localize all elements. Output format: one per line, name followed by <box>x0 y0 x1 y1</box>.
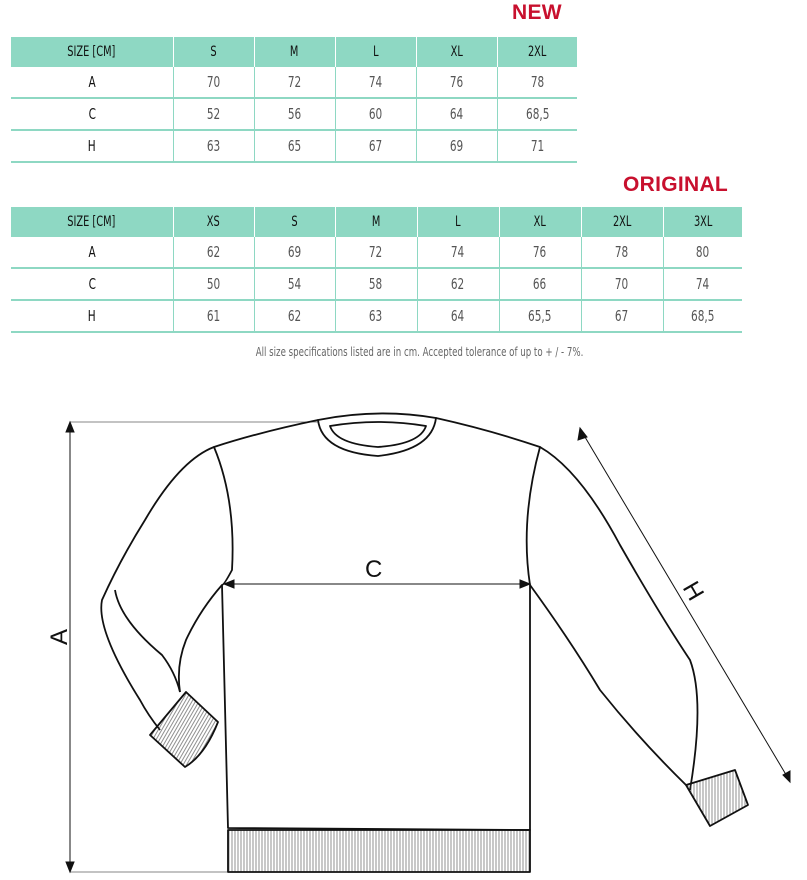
original-table-cell: 66 <box>499 268 581 300</box>
original-table-row <box>11 268 742 300</box>
new-table-cell: 68,5 <box>497 98 577 130</box>
original-table-cell: 69 <box>254 237 335 268</box>
new-table-cell: 74 <box>335 67 416 98</box>
new-table-body <box>11 67 577 162</box>
new-table-row-label: A <box>11 67 173 98</box>
dimension-c-label: C <box>365 556 383 583</box>
original-table-cell: 80 <box>663 237 742 268</box>
new-table-row-label: C <box>11 98 173 130</box>
original-table-cell: 68,5 <box>663 300 742 332</box>
new-table-cell: 69 <box>416 130 497 162</box>
original-table-cell: 61 <box>173 300 254 332</box>
original-table-cell: 50 <box>173 268 254 300</box>
original-table-cell: 74 <box>663 268 742 300</box>
new-table-header-row <box>11 37 577 67</box>
tolerance-note: All size specifications listed are in cm. Accepted tolerance of up to + / - 7%. <box>256 345 584 359</box>
original-size-table <box>11 207 742 333</box>
dimension-h-arrow <box>578 428 790 782</box>
new-table-cell: 76 <box>416 67 497 98</box>
new-table-cell: 67 <box>335 130 416 162</box>
new-table-cell: 65 <box>254 130 335 162</box>
original-table-cell: 67 <box>581 300 663 332</box>
original-table-cell: 76 <box>499 237 581 268</box>
new-table-cell: 60 <box>335 98 416 130</box>
original-table-cell: 62 <box>417 268 499 300</box>
original-table-header-cell: XS <box>173 207 254 237</box>
new-table-row <box>11 130 577 162</box>
new-table-cell: 56 <box>254 98 335 130</box>
original-table-title: ORIGINAL <box>623 173 729 196</box>
new-table-row <box>11 67 577 98</box>
original-table-cell: 58 <box>335 268 417 300</box>
sweatshirt-diagram <box>0 400 807 880</box>
original-table-cell: 70 <box>581 268 663 300</box>
original-table-cell: 64 <box>417 300 499 332</box>
new-table-header-cell: L <box>335 37 416 67</box>
new-table-title: NEW <box>512 1 562 24</box>
new-size-table <box>11 37 577 163</box>
original-table-header-row <box>11 207 742 237</box>
original-table-cell: 63 <box>335 300 417 332</box>
dimension-a-arrow <box>66 422 318 872</box>
new-table-header-cell: SIZE [CM] <box>11 37 173 67</box>
new-table-cell: 71 <box>497 130 577 162</box>
dimension-h-label: H <box>676 576 709 606</box>
original-table-header-cell: L <box>417 207 499 237</box>
new-table-header-cell: M <box>254 37 335 67</box>
original-table-cell: 65,5 <box>499 300 581 332</box>
original-table-header-cell: 3XL <box>663 207 742 237</box>
sweatshirt-outline <box>101 413 748 872</box>
original-table-header-cell: 2XL <box>581 207 663 237</box>
original-table-cell: 74 <box>417 237 499 268</box>
original-table-header-cell: XL <box>499 207 581 237</box>
new-table-header-cell: 2XL <box>497 37 577 67</box>
new-table-row <box>11 98 577 130</box>
new-table-header-cell: S <box>173 37 254 67</box>
new-table-header-cell: XL <box>416 37 497 67</box>
original-table-row-label: A <box>11 237 173 268</box>
new-table-cell: 78 <box>497 67 577 98</box>
original-table-row <box>11 300 742 332</box>
new-table-cell: 63 <box>173 130 254 162</box>
original-table-cell: 62 <box>173 237 254 268</box>
dimension-a-label: A <box>46 628 73 645</box>
original-table-cell: 72 <box>335 237 417 268</box>
original-table-header-cell: SIZE [CM] <box>11 207 173 237</box>
original-table-cell: 54 <box>254 268 335 300</box>
new-table-cell: 64 <box>416 98 497 130</box>
original-table-header-cell: M <box>335 207 417 237</box>
original-table-cell: 78 <box>581 237 663 268</box>
original-table-row <box>11 237 742 268</box>
new-table-cell: 52 <box>173 98 254 130</box>
new-table-cell: 72 <box>254 67 335 98</box>
original-table-row-label: H <box>11 300 173 332</box>
original-table-body <box>11 237 742 332</box>
new-table-row-label: H <box>11 130 173 162</box>
original-table-cell: 62 <box>254 300 335 332</box>
original-table-header-cell: S <box>254 207 335 237</box>
new-table-cell: 70 <box>173 67 254 98</box>
original-table-row-label: C <box>11 268 173 300</box>
